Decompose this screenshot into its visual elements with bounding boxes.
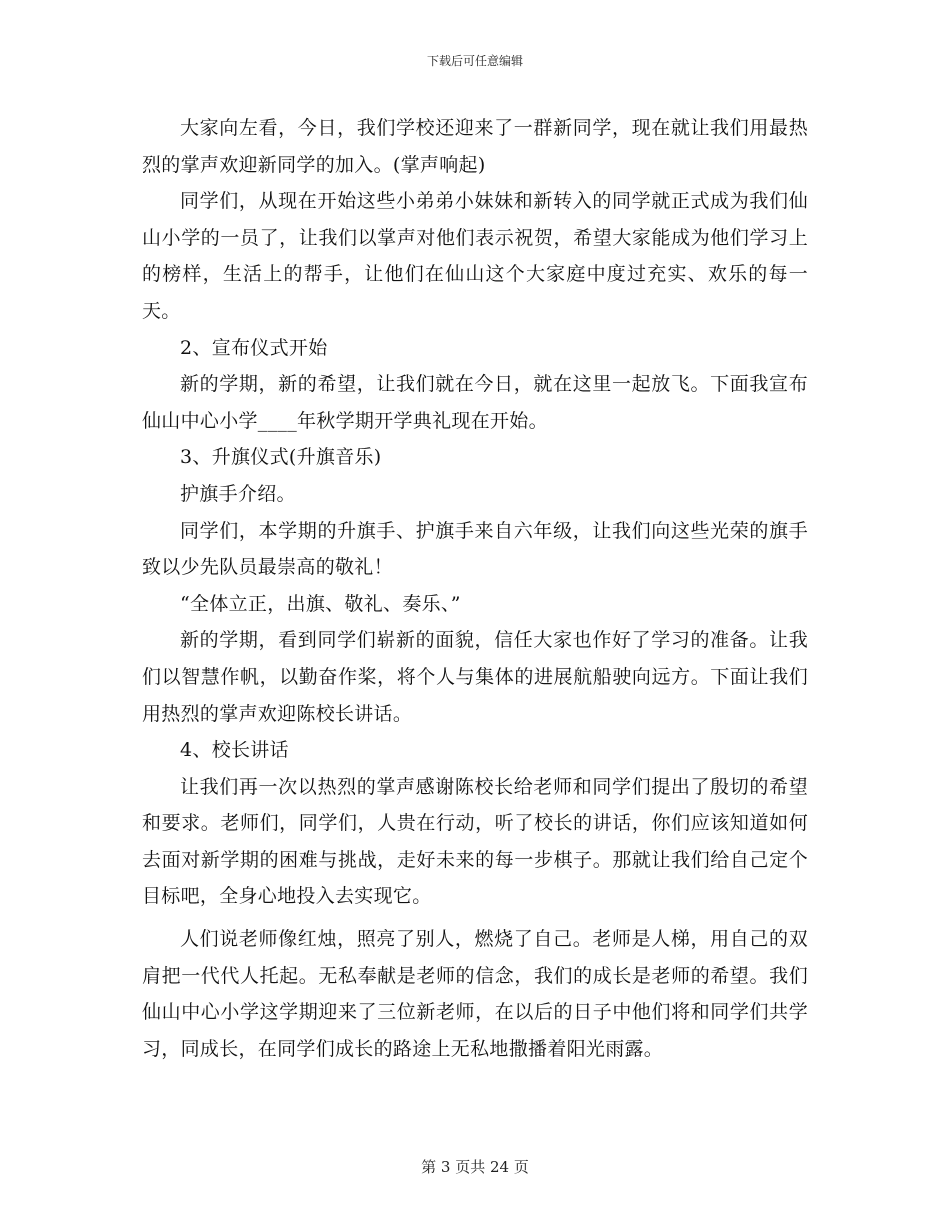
paragraph-new-semester: 新的学期，看到同学们崭新的面貌，信任大家也作好了学习的准备。让我们以智慧作帆，以勤奋作桨，将个人与集体的进展航船驶向远方。下面让我们用热烈的掌声欢迎陈校长讲话。 bbox=[142, 629, 808, 725]
page-footer: 第 3 页共 24 页 bbox=[421, 1158, 529, 1176]
paragraph-ceremony-start: 新的学期，新的希望，让我们就在今日，就在这里一起放飞。下面我宣布仙山中心小学____年秋学期开学典礼现在开始。 bbox=[142, 373, 808, 432]
page-header: 下载后可任意编辑 bbox=[426, 54, 523, 68]
section-heading-principal-speech: 4、校长讲话 bbox=[180, 739, 289, 762]
paragraph-flag-bearers: 同学们，本学期的升旗手、护旗手来自六年级，让我们向这些光荣的旗手致以少先队员最崇高的敬礼！ bbox=[142, 519, 808, 579]
paragraph-thanks-principal: 让我们再一次以热烈的掌声感谢陈校长给老师和同学们提出了殷切的希望和要求。老师们，同学们，人贵在行动，听了校长的讲话，你们应该知道如何去面对新学期的困难与挑战，走好未来的每一步棋子。那就让我们给自己定个目标吧，全身心地投入去实现它。 bbox=[142, 775, 808, 908]
paragraph-flag-guard-intro: 护旗手介绍。 bbox=[180, 482, 296, 505]
section-heading-ceremony-start: 2、宣布仪式开始 bbox=[180, 336, 328, 359]
paragraph-flag-commands: “全体立正，出旗、敬礼、奏乐、” bbox=[180, 592, 461, 615]
section-heading-flag-raising: 3、升旗仪式(升旗音乐) bbox=[180, 446, 382, 469]
paragraph-congratulations: 同学们，从现在开始这些小弟弟小妹妹和新转入的同学就正式成为我们仙山小学的一员了，让我们以掌声对他们表示祝贺，希望大家能成为他们学习上的榜样，生活上的帮手，让他们在仙山这个大家庭中度过充实、欢乐的每一天。 bbox=[142, 190, 808, 322]
paragraph-teachers: 人们说老师像红烛，照亮了别人，燃烧了自己。老师是人梯，用自己的双肩把一代代人托起。无私奉献是老师的信念，我们的成长是老师的希望。我们仙山中心小学这学期迎来了三位新老师，在以后的日子中他们将和同学们共学习，同成长，在同学们成长的路途上无私地撒播着阳光雨露。 bbox=[142, 928, 808, 1060]
paragraph-welcome-new-students: 大家向左看，今日，我们学校还迎来了一群新同学，现在就让我们用最热烈的掌声欢迎新同学的加入。(掌声响起) bbox=[142, 117, 808, 176]
document-body bbox=[142, 110, 808, 1067]
